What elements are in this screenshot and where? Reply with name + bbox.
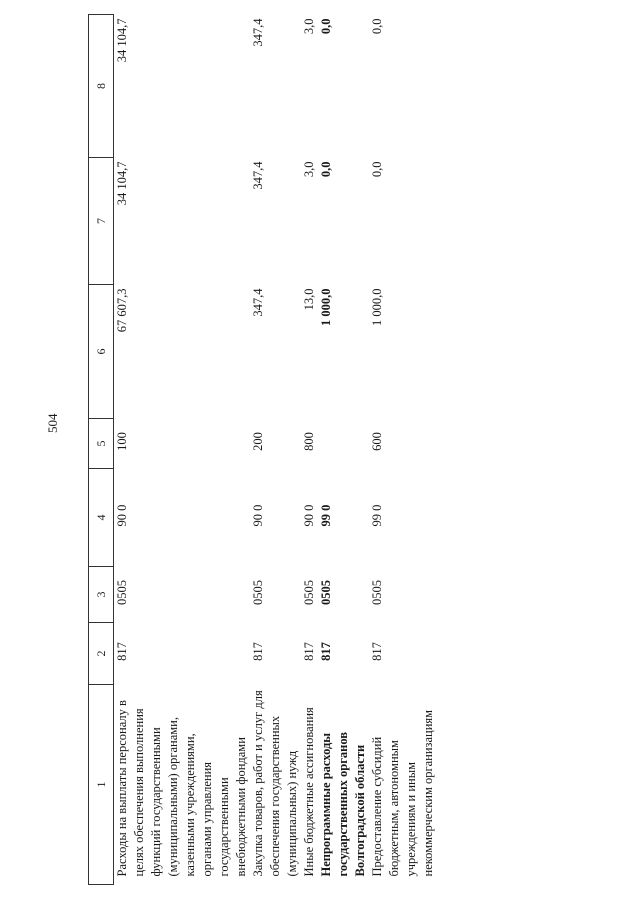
- row-expense-type: 100: [115, 432, 129, 451]
- row-code: 817: [302, 642, 316, 661]
- row-value-8: 347,4: [251, 18, 265, 47]
- row-expense-type: 800: [302, 432, 316, 451]
- column-number-header: [89, 15, 114, 885]
- row-value-6: 13,0: [302, 288, 316, 311]
- column-header: 3: [89, 567, 114, 623]
- row-section: 0505: [319, 580, 333, 605]
- row-article: 90 0: [251, 504, 265, 527]
- row-name: Иные бюджетные ассигнования: [302, 707, 316, 877]
- row-value-7: 34 104,7: [115, 161, 129, 206]
- row-value-8: 34 104,7: [115, 18, 129, 63]
- column-header: 8: [89, 15, 114, 158]
- row-name: Предоставление субсидий бюджетным, автономным учреждениям и иным некоммерческим организациям: [370, 709, 435, 877]
- row-value-7: 0,0: [319, 161, 333, 178]
- rotated-table-wrapper: [88, 15, 618, 885]
- row-name: Закупка товаров, работ и услуг для обеспечения государственных (муниципальных) нужд: [251, 690, 299, 877]
- row-article: 99 0: [370, 504, 384, 527]
- row-section: 0505: [251, 580, 265, 605]
- row-expense-type: 600: [370, 432, 384, 451]
- row-section: 0505: [302, 580, 316, 605]
- table-row: [250, 15, 301, 885]
- row-value-7: 347,4: [251, 161, 265, 190]
- row-value-7: 0,0: [370, 161, 384, 178]
- table-row: [301, 15, 318, 885]
- row-code: 817: [115, 642, 129, 661]
- budget-table: [88, 14, 437, 885]
- row-value-8: 3,0: [302, 18, 316, 35]
- column-header: 4: [89, 469, 114, 567]
- row-expense-type: 200: [251, 432, 265, 451]
- row-section: 0505: [370, 580, 384, 605]
- row-value-8: 0,0: [319, 18, 333, 35]
- row-section: 0505: [115, 580, 129, 605]
- row-name: Непрограммные расходы государственных органов Волгоградской области: [319, 731, 367, 877]
- row-expense-type: [318, 419, 369, 469]
- row-name: Расходы на выплаты персоналу в целях обеспечения выполнения функций государственными (муниципальными) органами, казенными учреждениями, органами управления государственными внебюджетными фондами: [115, 700, 248, 877]
- column-header: 7: [89, 158, 114, 285]
- row-value-6: 347,4: [251, 288, 265, 317]
- table-row: [369, 15, 437, 885]
- column-header: 6: [89, 285, 114, 419]
- column-header: 5: [89, 419, 114, 469]
- column-header: 2: [89, 623, 114, 685]
- page-number: 504: [45, 413, 60, 433]
- table-row: [114, 15, 251, 885]
- table-row-subtotal: [318, 15, 369, 885]
- row-article: 90 0: [115, 504, 129, 527]
- row-article: 90 0: [302, 504, 316, 527]
- row-code: 817: [251, 642, 265, 661]
- row-value-6: 67 607,3: [115, 288, 129, 333]
- row-value-8: 0,0: [370, 18, 384, 35]
- row-value-6: 1 000,0: [370, 288, 384, 326]
- row-value-6: 1 000,0: [319, 288, 333, 326]
- row-article: 99 0: [319, 504, 333, 527]
- row-code: 817: [319, 642, 333, 661]
- row-value-7: 3,0: [302, 161, 316, 178]
- row-code: 817: [370, 642, 384, 661]
- column-header: 1: [89, 685, 114, 885]
